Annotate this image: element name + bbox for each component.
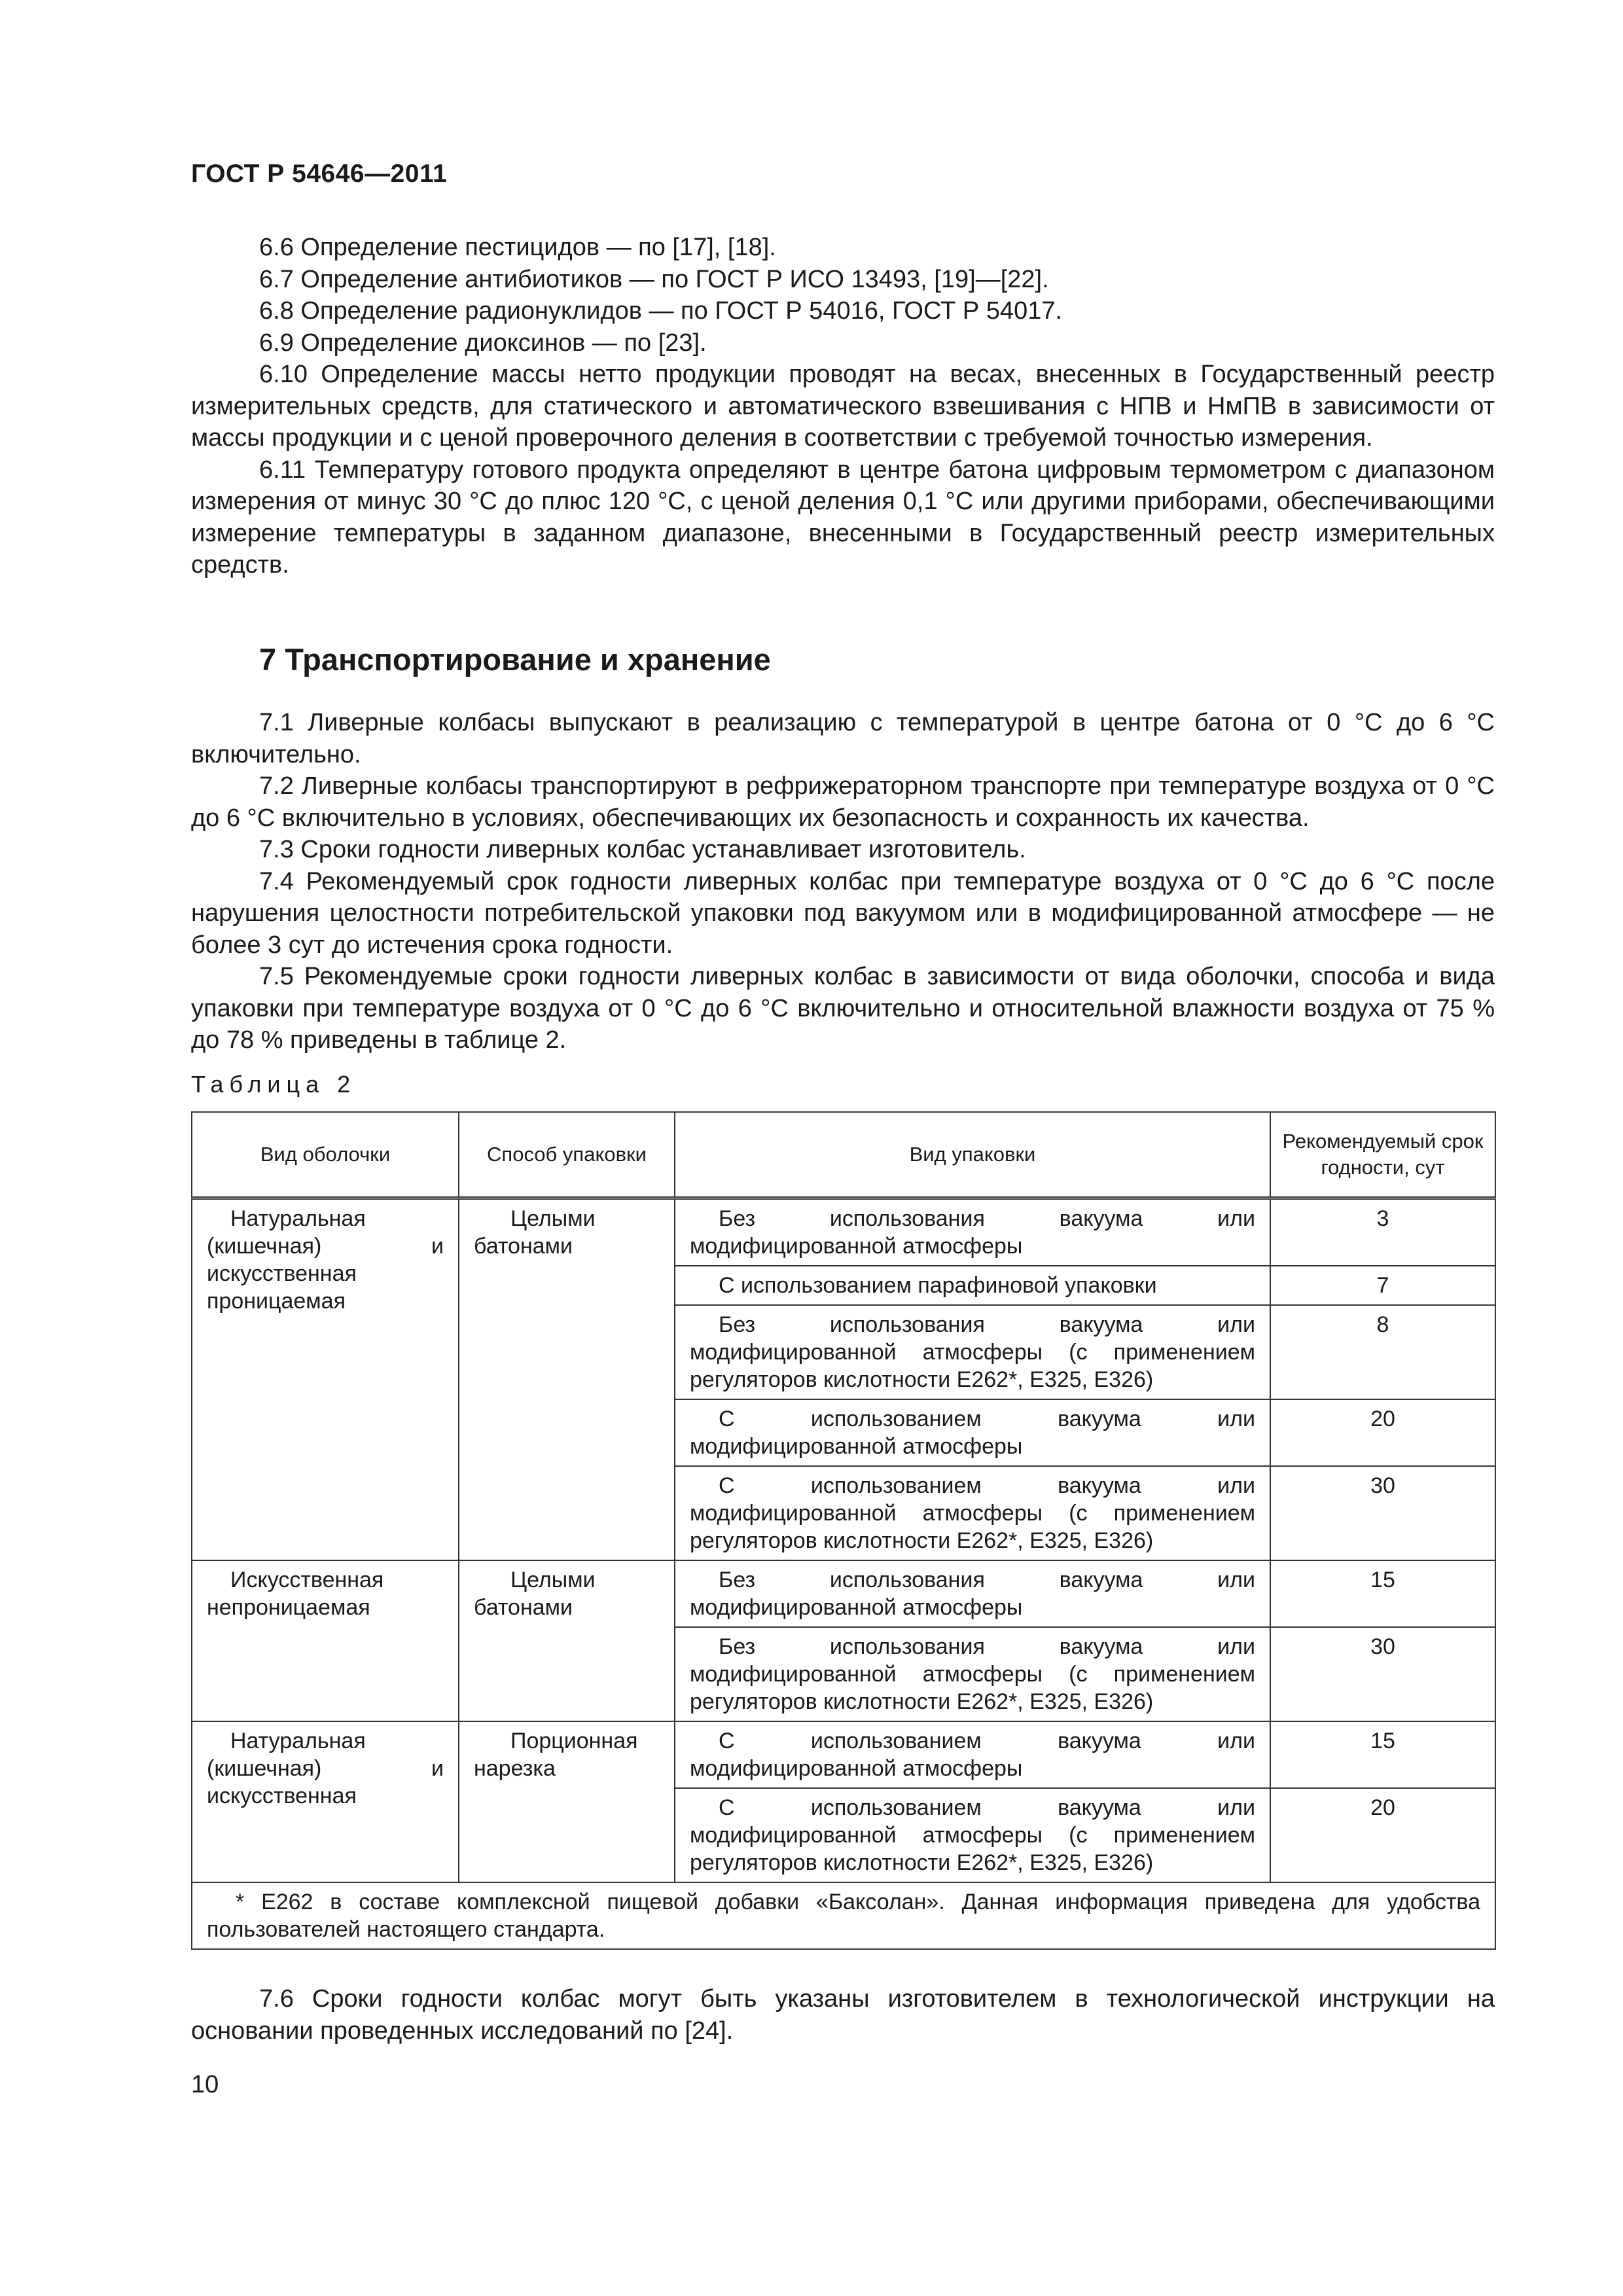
section-6-text: [191, 232, 1495, 581]
page-number: 10: [191, 2071, 219, 2098]
paragraph-7-2: 7.2 Ливерные колбасы транспортируют в рефрижераторном транспорте при температуре воздуха от 0 °С до 6 °С включительно в условиях, обеспечивающих их безопасность и сохранность их качества.: [191, 772, 1495, 832]
shelf-life-cell: 30: [1270, 1627, 1495, 1721]
table-footnote-row: [192, 1882, 1495, 1949]
table-header-row: [192, 1112, 1495, 1198]
shell-type-cell: Искусственная непроницаемая: [192, 1560, 459, 1721]
section-7-heading: 7 Транспортирование и хранение: [259, 642, 771, 677]
table-row: [192, 1198, 1495, 1266]
packing-type-cell: Без использования вакуума или модифицированной атмосферы: [675, 1560, 1270, 1627]
paragraph-7-1: 7.1 Ливерные колбасы выпускают в реализацию с температурой в центре батона от 0 °С до 6 °С включительно.: [191, 709, 1495, 768]
shell-type-cell: Натуральная (кишечная) и искусственная: [192, 1721, 459, 1882]
packing-method-cell: Порционная нарезка: [459, 1721, 675, 1882]
paragraph-6-11: 6.11 Температуру готового продукта определяют в центре батона цифровым термометром с диапазоном измерения от минус 30 °С до плюс 120 °С, с ценой деления 0,1 °С или другими приборами, обеспечивающими измерение температуры в заданном диапазоне, внесенными в Государственный реестр измерительных средств.: [191, 456, 1495, 579]
paragraph-7-4: 7.4 Рекомендуемый срок годности ливерных колбас при температуре воздуха от 0 °С до 6 °С после нарушения целостности потребительской упаковки под вакуумом или в модифицированной атмосфере — не более 3 сут до истечения срока годности.: [191, 867, 1495, 959]
paragraph-6-9: 6.9 Определение диоксинов — по [23].: [259, 329, 707, 357]
header-packing-method: Способ упаковки: [459, 1112, 675, 1198]
paragraph-6-10: 6.10 Определение массы нетто продукции проводят на весах, внесенных в Государственный реестр измерительных средств, для статического и автоматического взвешивания с НПВ и НмПВ в зависимости от массы продукции и с ценой проверочного деления в соответствии с требуемой точностью измерения.: [191, 361, 1495, 452]
packing-method-cell: Целыми батонами: [459, 1198, 675, 1561]
paragraph-7-5: 7.5 Рекомендуемые сроки годности ливерных колбас в зависимости от вида оболочки, способа и вида упаковки при температуре воздуха от 0 °С до 6 °С включительно и относительной влажности воздуха от 75 % до 78 % приведены в таблице 2.: [191, 963, 1495, 1054]
shelf-life-cell: 30: [1270, 1466, 1495, 1560]
table-row: [192, 1721, 1495, 1788]
packing-type-cell: С использованием вакуума или модифицированной атмосферы (с применением регуляторов кислотности Е262*, Е325, Е326): [675, 1466, 1270, 1560]
shelf-life-cell: 20: [1270, 1399, 1495, 1466]
header-shell-type: Вид оболочки: [192, 1112, 459, 1198]
shelf-life-cell: 20: [1270, 1788, 1495, 1882]
packing-type-cell: Без использования вакуума или модифицированной атмосферы: [675, 1198, 1270, 1266]
packing-type-cell: С использованием парафиновой упаковки: [675, 1266, 1270, 1305]
paragraph-6-7: 6.7 Определение антибиотиков — по ГОСТ Р ИСО 13493, [19]—[22].: [259, 265, 1049, 293]
paragraph-7-3: 7.3 Сроки годности ливерных колбас устанавливает изготовитель.: [259, 836, 1026, 863]
shelf-life-cell: 7: [1270, 1266, 1495, 1305]
packing-type-cell: Без использования вакуума или модифицированной атмосферы (с применением регуляторов кислотности Е262*, Е325, Е326): [675, 1305, 1270, 1399]
section-7-6-text: [191, 1983, 1495, 2047]
packing-type-cell: С использованием вакуума или модифицированной атмосферы (с применением регуляторов кислотности Е262*, Е325, Е326): [675, 1788, 1270, 1882]
packing-type-cell: С использованием вакуума или модифицированной атмосферы: [675, 1721, 1270, 1788]
section-7-text: [191, 707, 1495, 1056]
header-shelf-life: Рекомендуемый срок годности, сут: [1270, 1112, 1495, 1198]
shelf-life-cell: 15: [1270, 1721, 1495, 1788]
paragraph-6-6: 6.6 Определение пестицидов — по [17], [18].: [259, 234, 776, 261]
shelf-life-cell: 8: [1270, 1305, 1495, 1399]
shelf-life-table: [191, 1111, 1496, 1950]
shelf-life-cell: 15: [1270, 1560, 1495, 1627]
shelf-life-cell: 3: [1270, 1198, 1495, 1266]
table-caption: Таблица 2: [191, 1071, 357, 1098]
table-footnote: * Е262 в составе комплексной пищевой добавки «Баксолан». Данная информация приведена для удобства пользователей настоящего стандарта.: [192, 1882, 1495, 1949]
standard-designation: ГОСТ Р 54646—2011: [191, 160, 448, 188]
header-packing-type: Вид упаковки: [675, 1112, 1270, 1198]
table-row: [192, 1560, 1495, 1627]
paragraph-7-6: 7.6 Сроки годности колбас могут быть указаны изготовителем в технологической инструкции на основании проведенных исследований по [24].: [191, 1985, 1495, 2045]
packing-method-cell: Целыми батонами: [459, 1560, 675, 1721]
packing-type-cell: Без использования вакуума или модифицированной атмосферы (с применением регуляторов кислотности Е262*, Е325, Е326): [675, 1627, 1270, 1721]
packing-type-cell: С использованием вакуума или модифицированной атмосферы: [675, 1399, 1270, 1466]
paragraph-6-8: 6.8 Определение радионуклидов — по ГОСТ Р 54016, ГОСТ Р 54017.: [259, 297, 1063, 325]
shell-type-cell: Натуральная (кишечная) и искусственная проницаемая: [192, 1198, 459, 1561]
